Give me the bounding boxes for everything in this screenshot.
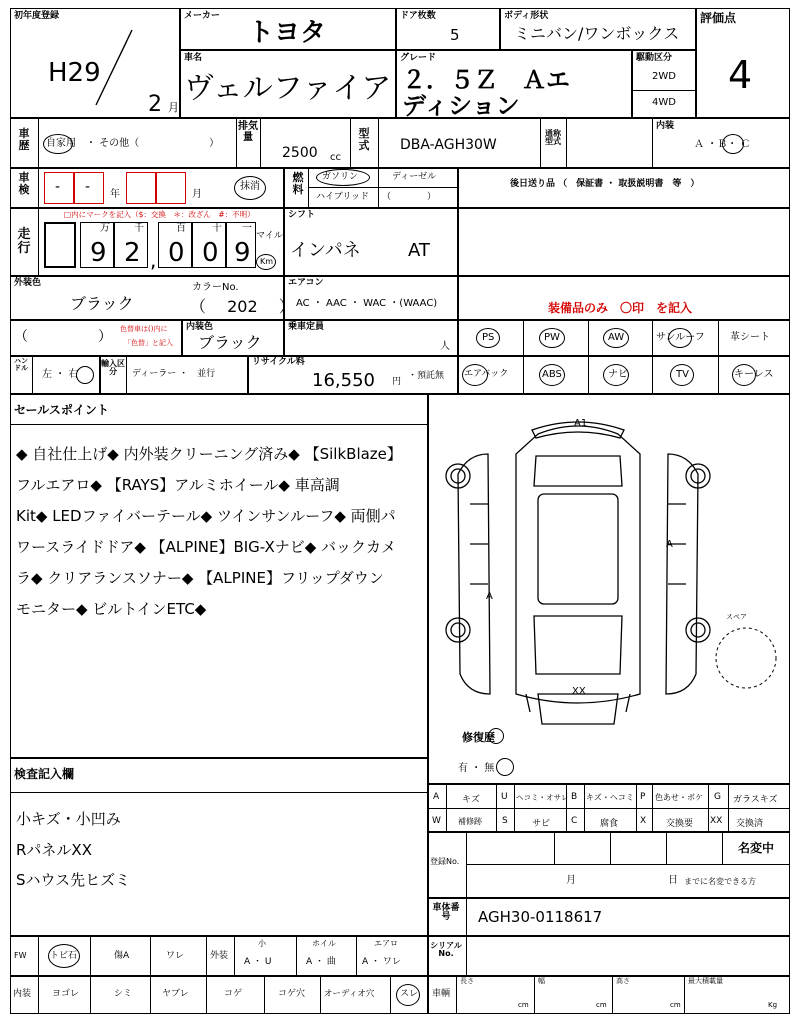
reg-month: 月 [566, 875, 576, 886]
int-div-5 [320, 976, 321, 1014]
sales-divider [10, 424, 428, 425]
registration-cell [428, 832, 790, 898]
grade-label: グレード [400, 53, 437, 63]
fuel-div-v2 [378, 168, 379, 208]
legend-code-c: C [571, 816, 578, 826]
repair-label: 修復歴 [462, 731, 495, 744]
opt-aw: AW [608, 332, 625, 343]
disp-value: 2500 [282, 145, 318, 161]
reg-hdiv [466, 864, 790, 865]
disp-label: 排気量 [238, 121, 258, 143]
opt-pw-circle [539, 328, 565, 348]
recycle-value: 16,550 [312, 370, 375, 391]
fw-div-4 [206, 936, 207, 976]
odo-sep: , [150, 248, 157, 272]
odo-box-0 [44, 222, 76, 268]
options-title: 装備品のみ 〇印 を記入 [548, 301, 693, 315]
int-div-0 [38, 976, 39, 1014]
len-unit: cm [518, 1001, 529, 1009]
history-div-6 [540, 118, 541, 168]
odo-unit-hyaku: 百 [176, 223, 186, 234]
sales-line-3: Kit◆ LEDファイバーテール◆ ツインサンルーフ◆ 両側パ [16, 507, 396, 525]
fw-div-7 [356, 936, 357, 976]
fuel-diesel: ディーゼル [392, 172, 437, 182]
chassis-label: 車体番号 [432, 903, 460, 923]
shift-value: インパネ [290, 240, 361, 261]
reg-name-change: 名変中 [738, 841, 775, 855]
drive-4wd: 4WD [652, 97, 676, 108]
reg-v2 [610, 832, 611, 864]
mileage-km: Km [260, 257, 274, 266]
fw-item-1: トビ石 [50, 951, 78, 961]
history-value: 自家用 ・ その他（ ） [46, 138, 220, 149]
legend-v3 [514, 784, 515, 832]
insp-dash-2: - [85, 179, 91, 195]
mark-a1: A1 [574, 418, 588, 429]
width-label: 幅 [538, 977, 545, 985]
repair-value: 有 ・ 無 [458, 763, 495, 774]
grade-line-1: ２．５Ｚ Ａエ [402, 66, 570, 94]
aircon-value: AC ・ AAC ・ WAC ・(WAAC) [296, 298, 438, 309]
opt-tv-circle [670, 364, 694, 386]
mark-a-left: A [486, 591, 493, 602]
history-div-5 [378, 118, 379, 168]
grade-line-2: ディション [402, 92, 520, 120]
ext-label: 外装 [210, 951, 229, 961]
ext-wheel: ホイル [312, 939, 336, 948]
history-div-8 [652, 118, 653, 168]
opt2-div-3 [652, 356, 653, 394]
fw-div-5 [234, 936, 235, 976]
legend-v9 [728, 784, 729, 832]
opt-aw-circle [603, 328, 629, 348]
sales-line-1: ◆ 自社仕上げ◆ 内外装クリーニング済み◆ 【SilkBlaze】 [16, 445, 402, 463]
size-label: 車輌 [432, 989, 451, 999]
docs-area [458, 208, 790, 276]
fuel-hybrid: ハイブリッド [316, 192, 370, 202]
fuel-gas: ガソリン [322, 172, 359, 182]
fuel-label: 燃料 [292, 171, 304, 196]
int-item-7-circle [396, 984, 420, 1006]
history-div-7 [566, 118, 567, 168]
legend-v2 [496, 784, 497, 832]
sales-line-4: ワースライドドア◆ 【ALPINE】BIG-Xナビ◆ バックカメ [16, 538, 397, 556]
sales-line-5: ラ◆ クリアランスソナー◆ 【ALPINE】フリップダウン [16, 569, 384, 587]
insp-expired-circle [234, 176, 266, 200]
legend-desc-x: 交換要 [666, 819, 694, 829]
mark-a-right: A [666, 539, 673, 550]
legend-code-u: U [501, 792, 508, 802]
score-value: 4 [728, 53, 753, 97]
interior-value: Ａ ・Ｂ・ Ｃ [694, 139, 751, 150]
reg-month: 2 [148, 92, 162, 117]
mark-xx: XX [572, 686, 586, 697]
legend-v1 [446, 784, 447, 832]
check-line-3: Sハウス先ヒズミ [16, 871, 131, 889]
mileage-note: □内にマークを記入（$：交換 ＊：改ざん #：不明） [64, 210, 255, 219]
width-unit: cm [596, 1001, 607, 1009]
chassis-div [466, 898, 467, 936]
legend-desc-w: 補修跡 [458, 817, 482, 826]
disp-unit: cc [330, 152, 341, 163]
capacity-unit: 人 [440, 341, 450, 352]
opt-abs-circle [539, 364, 565, 386]
car-name-value: ヴェルファイア [184, 71, 392, 106]
legend-v5 [584, 784, 585, 832]
mileage-km-circle [256, 254, 276, 270]
handle-label: ハンドル [14, 357, 28, 373]
opt-airbag: エアバック [464, 369, 509, 379]
int-item-4: コゲ [224, 989, 243, 999]
check-line-1: 小キズ・小凹み [16, 810, 121, 828]
reg-until: までに名変できる方 [684, 877, 756, 886]
legend-code-xx: XX [710, 816, 723, 826]
inspection-label: 車検 [18, 171, 30, 196]
legend-code-s: S [502, 816, 508, 826]
sales-line-6: モニター◆ ビルトインETC◆ [16, 600, 207, 618]
len-label: 長さ [460, 977, 474, 985]
opt-pw: PW [544, 332, 560, 343]
color-no-value: （ 202 ） [190, 297, 295, 316]
drive-divider [632, 90, 696, 91]
opt-navi: ナビ [608, 369, 628, 380]
int-item-5: コゲ穴 [278, 989, 306, 999]
interior-color-value: ブラック [198, 333, 262, 352]
history-private-circle [43, 134, 73, 154]
drive-label: 駆動区分 [636, 53, 673, 63]
check-divider [10, 792, 428, 793]
reg-v3 [666, 832, 667, 864]
fw-item-1-circle [48, 944, 80, 968]
drive-2wd: 2WD [652, 71, 676, 82]
fw-div-3 [150, 936, 151, 976]
first-reg-label: 初年度登録 [14, 11, 60, 21]
legend-v8 [708, 784, 709, 832]
legend-desc-u: ヘコミ・オサレ [516, 793, 569, 802]
doors-value: 5 [450, 26, 460, 44]
exterior-label: 外装色 [14, 278, 42, 288]
legend-code-p: P [640, 792, 646, 802]
history-div-3 [260, 118, 261, 168]
body-value: ミニバン/ワンボックス [514, 24, 680, 43]
aircon-label: エアコン [288, 278, 324, 288]
recycle-note: ・預託無 [408, 371, 445, 381]
odo-unit-sen: 千 [134, 223, 144, 234]
type-label: 型式 [358, 127, 370, 152]
opt2-div-1 [523, 356, 524, 394]
color-no-label: カラーNo. [192, 282, 239, 293]
reg-day: 日 [668, 875, 678, 886]
int-item-2: シミ [114, 989, 133, 999]
legend-code-a: A [433, 792, 440, 802]
mileage-div [38, 208, 39, 276]
history-div-4 [350, 118, 351, 168]
reg-v4 [722, 832, 723, 864]
serial-div [466, 936, 467, 976]
mileage-label: 走行 [17, 227, 31, 256]
size-div-2 [612, 976, 613, 1014]
int-div-1 [90, 976, 91, 1014]
reg-v1 [554, 832, 555, 864]
shift-type: AT [408, 240, 430, 261]
weight-label: 最大積載量 [688, 977, 723, 985]
recycle-unit: 円 [392, 377, 402, 387]
opt-abs: ABS [542, 369, 562, 380]
recycle-label: リサイクル料 [252, 357, 305, 367]
legend-code-w: W [432, 816, 441, 826]
odo-digit-1: 9 [90, 238, 107, 268]
legend-code-g: G [714, 792, 721, 802]
body-label: ボディ形状 [504, 11, 549, 21]
exterior-value: ブラック [70, 294, 134, 313]
legend-desc-a: キズ [462, 795, 480, 805]
ext-wheel-val: A ・ 曲 [306, 957, 336, 967]
colorchange-paren: （ ） [14, 329, 112, 345]
sales-line-2: フルエアロ◆ 【RAYS】アルミホイール◆ 車高調 [16, 476, 340, 494]
check-line-2: RパネルXX [16, 841, 92, 859]
opt-div-2 [588, 320, 589, 356]
height-unit: cm [670, 1001, 681, 1009]
mileage-mile: マイル [256, 231, 283, 241]
doors-label: ドア枚数 [400, 11, 436, 21]
docs-title: 後日送り品 （ 保証書 ・ 取扱説明書 等 ） [510, 179, 700, 189]
legend-desc-g: ガラスキズ [733, 795, 778, 805]
insp-year-unit: 年 [110, 189, 120, 200]
score-label: 評価点 [700, 11, 737, 25]
opt-navi-circle [603, 364, 629, 386]
int-div-2 [150, 976, 151, 1014]
int-item-3: ヤブレ [162, 989, 189, 999]
shift-label: シフト [288, 210, 316, 220]
repair-none-circle [496, 758, 514, 776]
serial-cell [428, 936, 790, 976]
ext-aero: エアロ [374, 939, 398, 948]
opt-div-3 [652, 320, 653, 356]
fw-label: FW [14, 951, 27, 960]
opt-div-4 [718, 320, 719, 356]
interior-label: 内装 [656, 121, 675, 131]
import-value: ディーラー ・ 並行 [132, 369, 216, 379]
legend-v7 [652, 784, 653, 832]
import-div [126, 356, 127, 394]
insp-dash-1: - [55, 179, 61, 195]
colorchange-note-2: 「色替」と記入 [124, 339, 173, 347]
colorchange-note-1: 色替車は()内に [120, 325, 168, 333]
reg-month-unit: 月 [168, 101, 179, 114]
opt-leather: 革シート [730, 332, 770, 343]
inspection-div [38, 168, 39, 208]
fw-div-1 [38, 936, 39, 976]
size-cell [428, 976, 790, 1014]
fw-div-6 [296, 936, 297, 976]
fuel-div-h [308, 187, 458, 188]
size-div-0 [456, 976, 457, 1014]
fw-div-2 [90, 936, 91, 976]
history-div-1 [38, 118, 39, 168]
legend-desc-xx: 交換済 [736, 819, 764, 829]
opt-keyless: キーレス [734, 369, 774, 380]
import-label: 輸入区分 [101, 359, 125, 377]
legend-code-b: B [571, 792, 578, 802]
int-item-7: スレ [400, 989, 419, 999]
int-div-3 [206, 976, 207, 1014]
legend-desc-s: サビ [532, 819, 551, 829]
odo-unit-man: 万 [100, 223, 110, 234]
int-item-1: ヨゴレ [52, 989, 80, 999]
fuel-gas-circle [316, 169, 370, 186]
serial-label: シリアルNo. [430, 941, 462, 959]
handle-value: 左 ・ 右 [42, 369, 79, 380]
int-label: 内装 [13, 989, 32, 999]
odo-unit-juu: 十 [212, 223, 222, 234]
history-label: 車歴 [18, 127, 30, 152]
opt2-div-4 [718, 356, 719, 394]
weight-unit: Kg [768, 1001, 778, 1009]
capacity-label: 乗車定員 [288, 322, 325, 332]
insp-month-box-2 [156, 172, 186, 204]
int-div-6 [390, 976, 391, 1014]
opt-sunroof-circle [668, 328, 692, 348]
type-value: DBA-AGH30W [400, 137, 497, 153]
size-div-3 [684, 976, 685, 1014]
opt-ps-circle [476, 328, 500, 348]
reg-vdiv [466, 832, 467, 898]
ext-small: 小 [258, 939, 266, 948]
opt-ps: PS [482, 332, 495, 343]
fw-item-3: ワレ [166, 951, 185, 961]
opt2-div-2 [588, 356, 589, 394]
odo-digit-5: 9 [234, 238, 251, 268]
opt-sunroof: サンルーフ [656, 332, 705, 343]
legend-v6 [636, 784, 637, 832]
height-label: 高さ [616, 977, 630, 985]
int-div-4 [264, 976, 265, 1014]
chassis-value: AGH30-0118617 [478, 908, 603, 926]
spare-label: スペア [726, 613, 747, 621]
size-div-1 [534, 976, 535, 1014]
check-title: 検査記入欄 [14, 767, 75, 781]
odo-unit-ichi: 一 [242, 223, 252, 234]
opt-keyless-circle [732, 364, 756, 386]
int-item-6: オーディオ穴 [324, 989, 375, 999]
legend-hdiv [428, 808, 790, 809]
common-label: 通称型式 [545, 129, 561, 147]
opt-div-1 [523, 320, 524, 356]
repair-label-circle [488, 728, 504, 744]
maker-label: メーカー [184, 11, 220, 21]
interior-color-label: 内装色 [186, 322, 214, 332]
insp-month-box-1 [126, 172, 156, 204]
legend-desc-b: キズ・ヘコミ [586, 793, 634, 802]
reg-label: 登録No. [430, 857, 460, 866]
sales-title: セールスポイント [14, 403, 109, 417]
legend-desc-p: 色あせ・ボケ [655, 793, 703, 802]
handle-div [32, 356, 33, 394]
legend-desc-c: 腐食 [600, 819, 619, 829]
ext-aero-val: A ・ ワレ [362, 957, 401, 967]
car-diagram [428, 394, 790, 784]
opt-tv: TV [676, 369, 689, 380]
fuel-other: （ ） [382, 192, 437, 202]
insp-month-unit: 月 [192, 189, 202, 200]
odo-digit-2: 2 [124, 238, 141, 268]
insp-expired: 抹消 [240, 181, 260, 192]
odo-digit-4: 0 [202, 238, 219, 268]
fuel-div-v1 [308, 168, 309, 208]
legend-code-x: X [640, 816, 647, 826]
history-div-2 [236, 118, 237, 168]
maker-value: トヨタ [248, 18, 327, 48]
odo-digit-3: 0 [168, 238, 185, 268]
interior-b-circle [722, 134, 744, 154]
opt-airbag-circle [462, 364, 488, 386]
reg-year: H29 [48, 58, 101, 88]
ext-small-val: A ・ U [244, 957, 272, 967]
handle-right-circle [76, 366, 94, 384]
car-name-label: 車名 [184, 53, 203, 63]
fw-item-2: 傷A [114, 951, 130, 961]
